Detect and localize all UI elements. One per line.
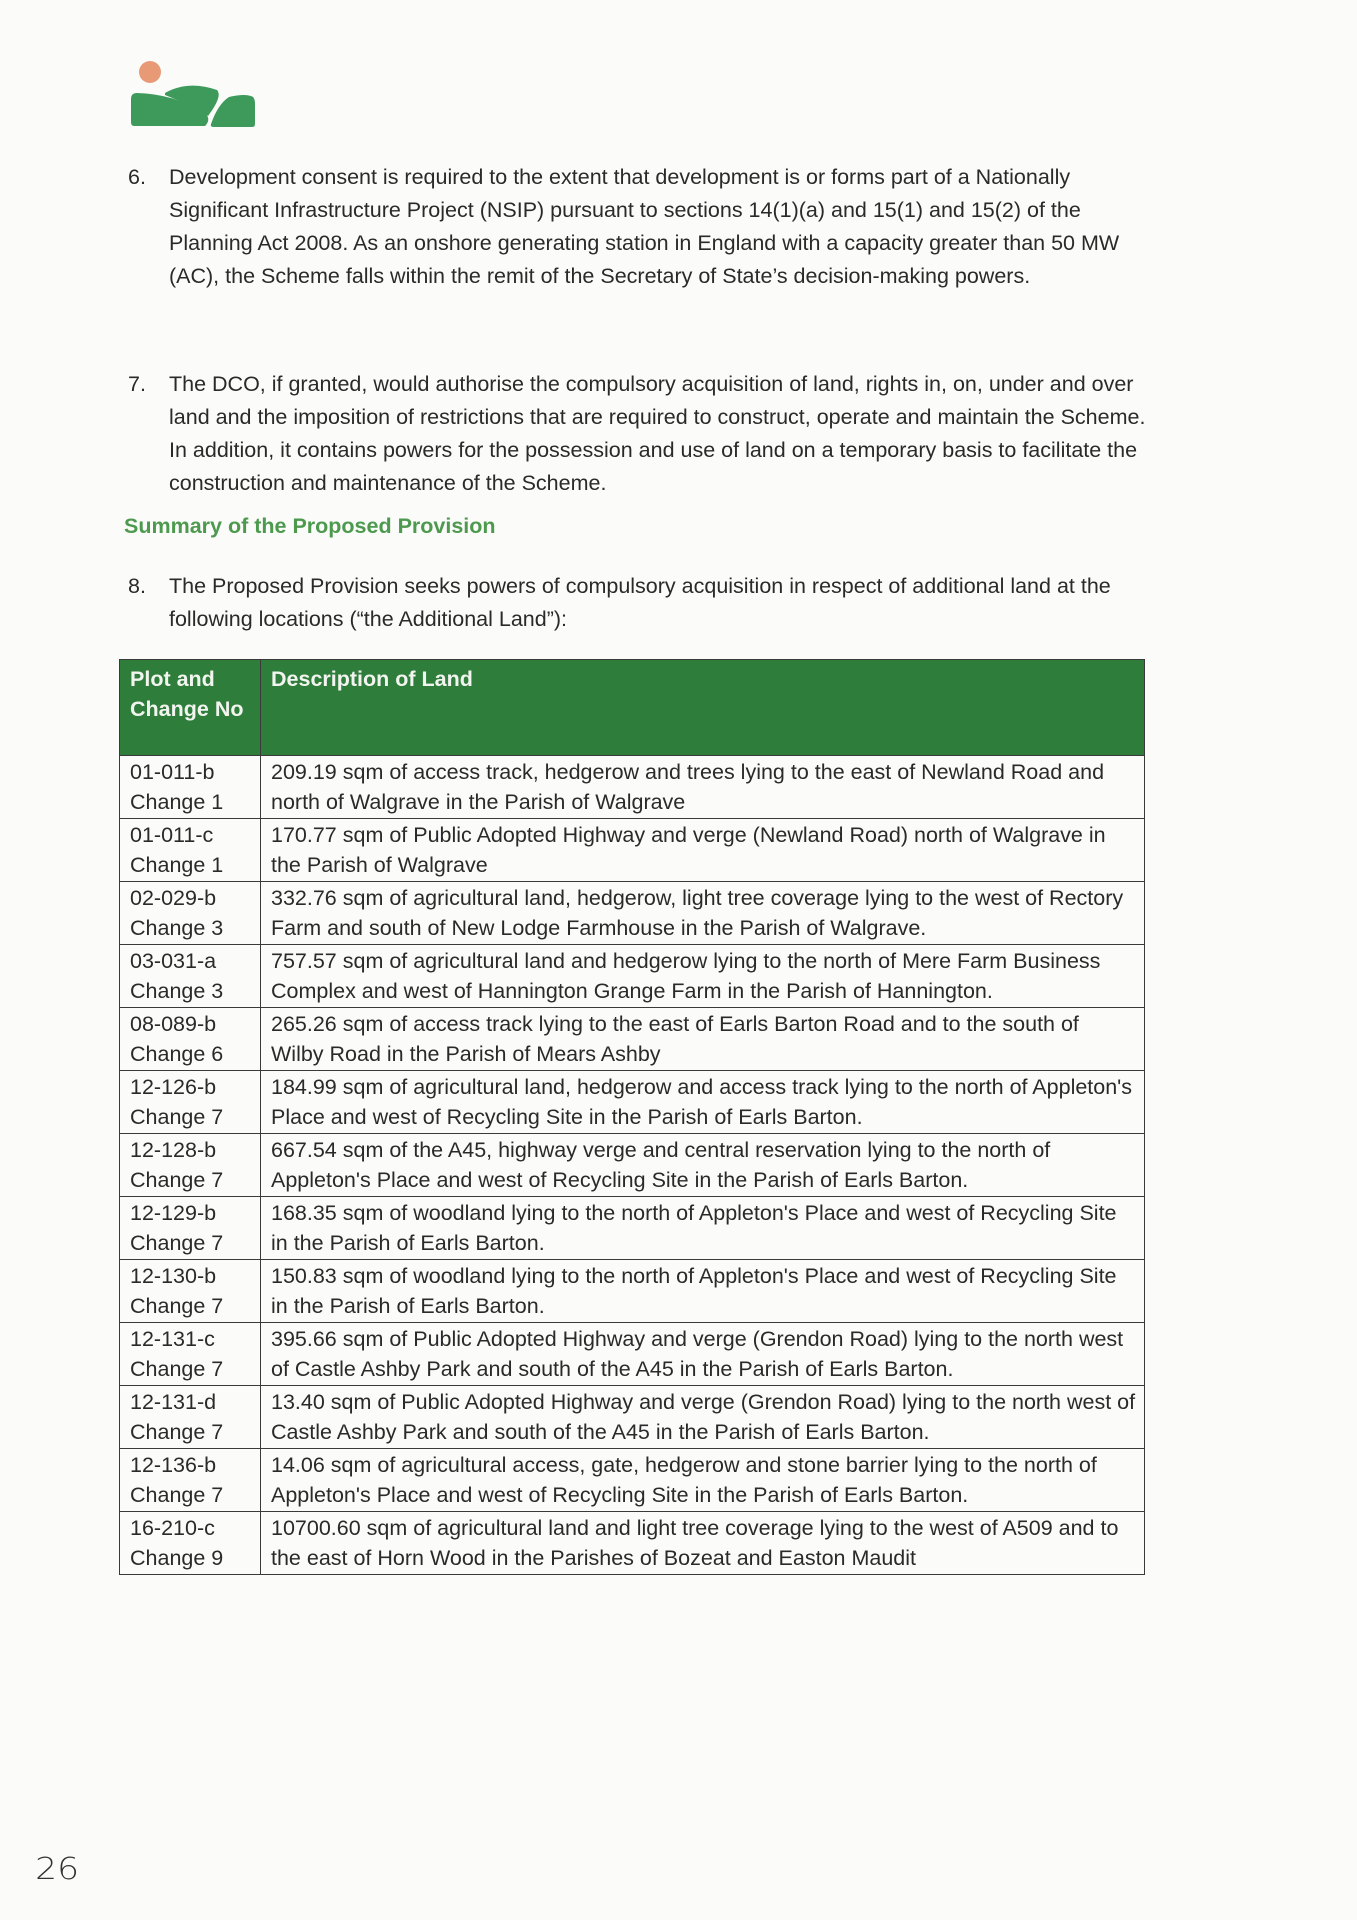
plot-cell (120, 756, 261, 819)
change-number: Change 7 (130, 1420, 224, 1444)
paragraph-text: The DCO, if granted, would authorise the compulsory acquisition of land, rights in, on, under and over land and the imposition of restrictions that are required to construct, operate and maintain the Scheme. In addition, it contains powers for the possession and use of land on a temporary basis to facilitate the construction and maintenance of the Scheme. (169, 372, 1146, 495)
plot-cell (120, 1008, 261, 1071)
description-cell: 395.66 sqm of Public Adopted Highway and verge (Grendon Road) lying to the north west of Castle Ashby Park and south of the A45 in the Parish of Earls Barton. (261, 1323, 1145, 1386)
change-number: Change 6 (130, 1042, 224, 1066)
table-row (120, 1197, 1145, 1260)
plot-number: 12-128-b (130, 1138, 217, 1162)
plot-cell (120, 1323, 261, 1386)
table-row (120, 1323, 1145, 1386)
plot-number: 16-210-c (130, 1516, 215, 1540)
plot-number: 12-130-b (130, 1264, 217, 1288)
table-row (120, 756, 1145, 819)
plot-cell (120, 1386, 261, 1449)
description-cell: 14.06 sqm of agricultural access, gate, hedgerow and stone barrier lying to the north of Appleton's Place and west of Recycling Site in the Parish of Earls Barton. (261, 1449, 1145, 1512)
description-cell: 10700.60 sqm of agricultural land and light tree coverage lying to the west of A509 and to the east of Horn Wood in the Parishes of Bozeat and Easton Maudit (261, 1512, 1145, 1575)
plot-number: 02-029-b (130, 886, 217, 910)
description-cell: 757.57 sqm of agricultural land and hedgerow lying to the north of Mere Farm Business Complex and west of Hannington Grange Farm in the Parish of Hannington. (261, 945, 1145, 1008)
plot-number: 01-011-b (130, 760, 215, 784)
change-number: Change 3 (130, 979, 224, 1003)
change-number: Change 1 (130, 853, 224, 877)
paragraph-text: Development consent is required to the extent that development is or forms part of a Nationally Significant Infrastructure Project (NSIP) pursuant to sections 14(1)(a) and 15(1) and 15(2) of the Planning Act 2008. As an onshore generating station in England with a capacity greater than 50 MW (AC), the Scheme falls within the remit of the Secretary of State’s decision-making powers. (169, 165, 1120, 288)
plot-cell (120, 945, 261, 1008)
paragraph-number: 6. (128, 165, 146, 189)
table-row (120, 1512, 1145, 1575)
plot-cell (120, 1260, 261, 1323)
table-row (120, 819, 1145, 882)
table-header-row (120, 660, 1145, 756)
plot-cell (120, 1449, 261, 1512)
plot-cell (120, 1197, 261, 1260)
table-row (120, 1008, 1145, 1071)
table-row (120, 1071, 1145, 1134)
plot-number: 12-131-c (130, 1327, 215, 1351)
table-row (120, 945, 1145, 1008)
paragraph-text: The Proposed Provision seeks powers of compulsory acquisition in respect of additional land at the following locations (“the Additional Land”): (169, 574, 1111, 631)
change-number: Change 7 (130, 1231, 224, 1255)
column-header-plot: Plot and Change No (120, 660, 261, 756)
change-number: Change 7 (130, 1105, 224, 1129)
change-number: Change 7 (130, 1294, 224, 1318)
plot-number: 03-031-a (130, 949, 217, 973)
description-cell: 150.83 sqm of woodland lying to the north of Appleton's Place and west of Recycling Site in the Parish of Earls Barton. (261, 1260, 1145, 1323)
description-cell: 667.54 sqm of the A45, highway verge and central reservation lying to the north of Appleton's Place and west of Recycling Site in the Parish of Earls Barton. (261, 1134, 1145, 1197)
additional-land-table (119, 659, 1145, 1575)
hills-and-sun-logo-icon (128, 52, 258, 130)
table-row (120, 1260, 1145, 1323)
plot-cell (120, 1512, 261, 1575)
description-cell: 209.19 sqm of access track, hedgerow and trees lying to the east of Newland Road and north of Walgrave in the Parish of Walgrave (261, 756, 1145, 819)
change-number: Change 7 (130, 1168, 224, 1192)
plot-number: 12-129-b (130, 1201, 217, 1225)
column-header-description: Description of Land (261, 660, 1145, 756)
table-row (120, 1449, 1145, 1512)
plot-number: 08-089-b (130, 1012, 217, 1036)
handwritten-page-number: 26 (35, 1852, 80, 1887)
change-number: Change 7 (130, 1483, 224, 1507)
description-cell: 170.77 sqm of Public Adopted Highway and verge (Newland Road) north of Walgrave in the Parish of Walgrave (261, 819, 1145, 882)
description-cell: 332.76 sqm of agricultural land, hedgerow, light tree coverage lying to the west of Rectory Farm and south of New Lodge Farmhouse in the Parish of Walgrave. (261, 882, 1145, 945)
section-heading: Summary of the Proposed Provision (124, 514, 496, 538)
change-number: Change 9 (130, 1546, 224, 1570)
paragraph-number: 8. (128, 574, 146, 598)
description-cell: 168.35 sqm of woodland lying to the north of Appleton's Place and west of Recycling Site in the Parish of Earls Barton. (261, 1197, 1145, 1260)
paragraph-6 (128, 161, 1168, 293)
change-number: Change 3 (130, 916, 224, 940)
plot-cell (120, 819, 261, 882)
description-cell: 184.99 sqm of agricultural land, hedgerow and access track lying to the north of Appleton's Place and west of Recycling Site in the Parish of Earls Barton. (261, 1071, 1145, 1134)
plot-number: 01-011-c (130, 823, 214, 847)
plot-cell (120, 882, 261, 945)
table-row (120, 1386, 1145, 1449)
table-row (120, 1134, 1145, 1197)
plot-number: 12-136-b (130, 1453, 217, 1477)
paragraph-7 (128, 368, 1168, 500)
table-row (120, 882, 1145, 945)
change-number: Change 1 (130, 790, 224, 814)
plot-number: 12-131-d (130, 1390, 217, 1414)
description-cell: 13.40 sqm of Public Adopted Highway and verge (Grendon Road) lying to the north west of Castle Ashby Park and south of the A45 in the Parish of Earls Barton. (261, 1386, 1145, 1449)
change-number: Change 7 (130, 1357, 224, 1381)
plot-cell (120, 1134, 261, 1197)
plot-cell (120, 1071, 261, 1134)
description-cell: 265.26 sqm of access track lying to the east of Earls Barton Road and to the south of Wilby Road in the Parish of Mears Ashby (261, 1008, 1145, 1071)
plot-number: 12-126-b (130, 1075, 217, 1099)
paragraph-number: 7. (128, 372, 146, 396)
paragraph-8 (128, 570, 1168, 636)
